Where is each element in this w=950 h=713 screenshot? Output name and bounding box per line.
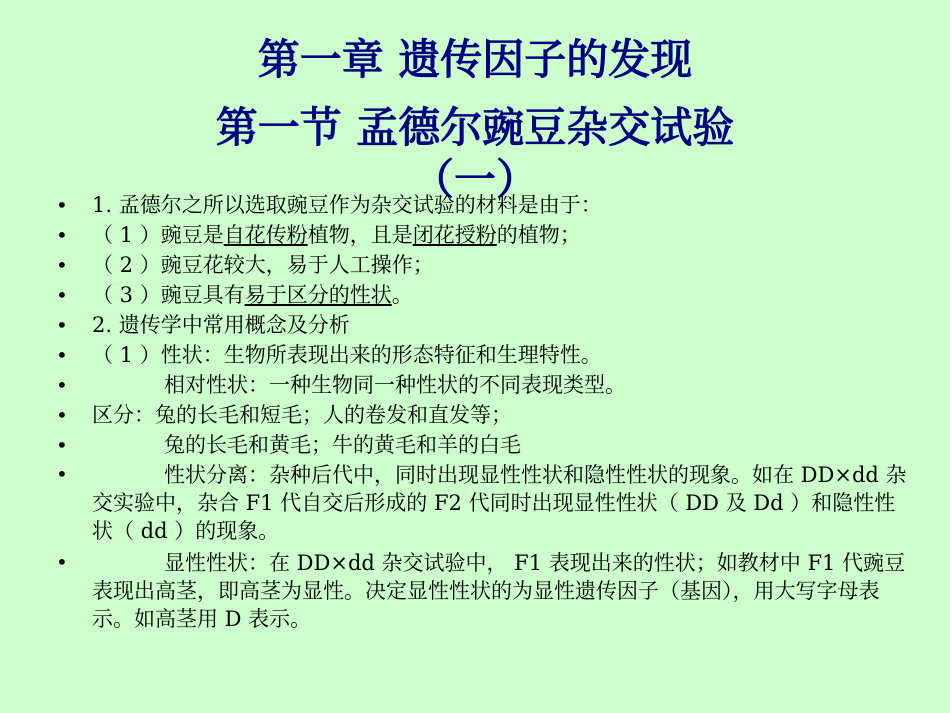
list-item-text: 的植物； [496,223,581,247]
list-item-text: 兔的长毛和黄毛；牛的黄毛和羊的白毛 [164,433,521,457]
list-item-text: 植物，且是 [307,223,413,247]
section-title: 第一节 孟德尔豌豆杂交试验 [215,103,735,152]
list-item-text: （ 3 ）豌豆具有 [92,283,245,307]
list-item [0,548,950,636]
bullet-icon: • [56,433,68,457]
list-item [0,220,950,250]
list-item [0,340,950,370]
list-item-text: （ 2 ）豌豆花较大，易于人工操作； [92,253,434,277]
bullet-icon: • [56,343,68,367]
chapter-title: 第一章 遗传因子的发现 [257,35,693,84]
underlined-term: 易于区分的性状 [244,283,392,307]
bullet-icon: • [56,373,68,397]
content-bullet-list [0,190,950,636]
list-item-text: 性状分离：杂种后代中，同时出现显性性状和隐性性状的现象。如在 DD×dd 杂交实验中，杂合 F1 代自交后形成的 F2 代同时出现显性性状（ DD 及 Dd ）和隐性性状（ dd ）的现象。 [92,463,907,543]
list-item [0,370,950,400]
list-item-text: 2. 遗传学中常用概念及分析 [92,313,350,337]
section-subtitle: （一） [411,155,538,204]
bullet-icon: • [56,253,68,277]
bullet-icon: • [56,550,68,574]
list-item-text: 相对性状：一种生物同一种性状的不同表现类型。 [164,373,626,397]
list-item [0,460,950,548]
list-item-text: 显性性状：在 DD×dd 杂交试验中， F1 表现出来的性状；如教材中 F1 代豌豆表现出高茎，即高茎为显性。决定显性性状的为显性遗传因子（基因），用大写字母表示。如高茎用 D 表示。 [92,551,906,631]
bullet-icon: • [56,462,68,486]
bullet-icon: • [56,283,68,307]
list-item-text: 。 [391,283,413,307]
bullet-icon: • [56,193,68,217]
list-item-text: （ 1 ）豌豆是 [92,223,224,247]
list-item [0,310,950,340]
list-item-text: 1. 孟德尔之所以选取豌豆作为杂交试验的材料是由于： [92,193,602,217]
list-item [0,190,950,220]
list-item-text: （ 1 ）性状：生物所表现出来的形态特征和生理特性。 [92,343,602,367]
list-item-text: 区分：兔的长毛和短毛；人的卷发和直发等； [92,403,512,427]
underlined-term: 闭花授粉 [412,223,497,247]
underlined-term: 自花传粉 [223,223,308,247]
bullet-icon: • [56,313,68,337]
list-item [0,430,950,460]
list-item [0,280,950,310]
bullet-icon: • [56,403,68,427]
list-item [0,250,950,280]
bullet-icon: • [56,223,68,247]
list-item [0,400,950,430]
